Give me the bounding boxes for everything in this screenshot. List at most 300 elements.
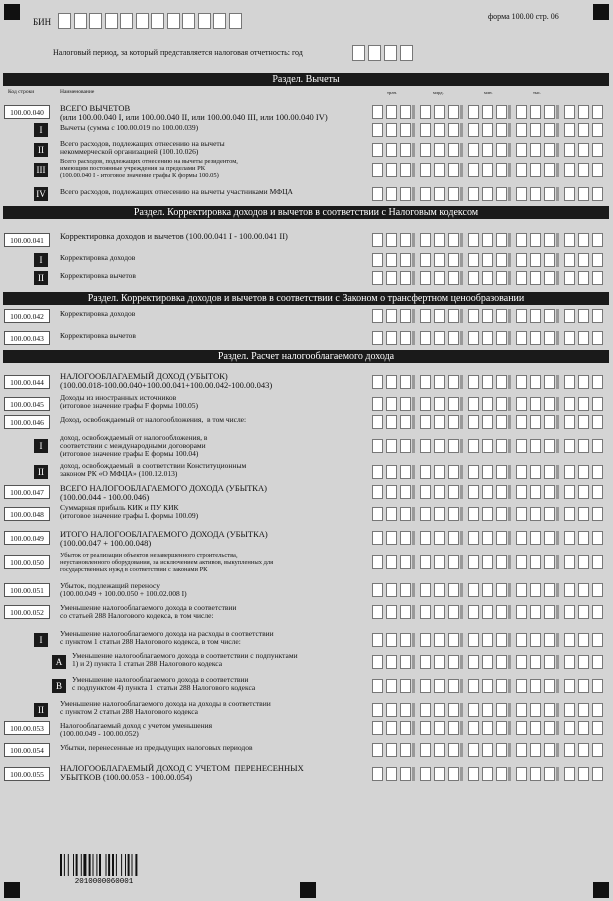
amount-digit-cell[interactable] xyxy=(468,555,479,569)
amount-digit-cell[interactable] xyxy=(530,605,541,619)
amount-digit-cell[interactable] xyxy=(386,397,397,411)
amount-digit-cell[interactable] xyxy=(420,583,431,597)
amount-digit-cell[interactable] xyxy=(386,331,397,345)
amount-digit-cell[interactable] xyxy=(516,633,527,647)
amount-digit-cell[interactable] xyxy=(516,605,527,619)
amount-digit-cell[interactable] xyxy=(530,233,541,247)
amount-digit-cell[interactable] xyxy=(420,233,431,247)
amount-digit-cell[interactable] xyxy=(448,439,459,453)
amount-digit-cell[interactable] xyxy=(468,123,479,137)
amount-digit-cell[interactable] xyxy=(564,233,575,247)
amount-digit-cell[interactable] xyxy=(372,767,383,781)
amount-digit-cell[interactable] xyxy=(448,253,459,267)
amount-digit-cell[interactable] xyxy=(372,187,383,201)
amount-digit-cell[interactable] xyxy=(468,439,479,453)
amount-digit-cell[interactable] xyxy=(592,439,603,453)
amount-digit-cell[interactable] xyxy=(496,605,507,619)
amount-digit-cell[interactable] xyxy=(468,485,479,499)
amount-digit-cell[interactable] xyxy=(386,375,397,389)
amount-digit-cell[interactable] xyxy=(544,143,555,157)
amount-digit-cell[interactable] xyxy=(544,743,555,757)
amount-digit-cell[interactable] xyxy=(400,331,411,345)
amount-digit-cell[interactable] xyxy=(592,253,603,267)
amount-digit-cell[interactable] xyxy=(400,743,411,757)
amount-digit-cell[interactable] xyxy=(496,767,507,781)
amount-digit-cell[interactable] xyxy=(482,163,493,177)
amount-digit-cell[interactable] xyxy=(578,703,589,717)
amount-digit-cell[interactable] xyxy=(400,507,411,521)
amount-digit-cell[interactable] xyxy=(400,655,411,669)
amount-digit-cell[interactable] xyxy=(578,485,589,499)
amount-digit-cell[interactable] xyxy=(496,531,507,545)
amount-digit-cell[interactable] xyxy=(530,439,541,453)
amount-digit-cell[interactable] xyxy=(496,555,507,569)
amount-digit-cell[interactable] xyxy=(434,465,445,479)
amount-digit-cell[interactable] xyxy=(530,105,541,119)
amount-digit-cell[interactable] xyxy=(516,703,527,717)
amount-digit-cell[interactable] xyxy=(530,415,541,429)
amount-digit-cell[interactable] xyxy=(496,655,507,669)
year-digit-cell[interactable] xyxy=(368,45,381,61)
amount-digit-cell[interactable] xyxy=(544,679,555,693)
amount-digit-cell[interactable] xyxy=(564,375,575,389)
amount-digit-cell[interactable] xyxy=(578,605,589,619)
amount-digit-cell[interactable] xyxy=(468,415,479,429)
amount-digit-cell[interactable] xyxy=(400,465,411,479)
amount-digit-cell[interactable] xyxy=(544,633,555,647)
amount-digit-cell[interactable] xyxy=(448,485,459,499)
amount-digit-cell[interactable] xyxy=(496,583,507,597)
amount-digit-cell[interactable] xyxy=(434,743,445,757)
amount-digit-cell[interactable] xyxy=(592,271,603,285)
amount-digit-cell[interactable] xyxy=(468,679,479,693)
amount-digit-cell[interactable] xyxy=(516,271,527,285)
amount-digit-cell[interactable] xyxy=(468,143,479,157)
amount-digit-cell[interactable] xyxy=(386,485,397,499)
amount-digit-cell[interactable] xyxy=(434,703,445,717)
amount-digit-cell[interactable] xyxy=(592,605,603,619)
amount-digit-cell[interactable] xyxy=(400,187,411,201)
amount-digit-cell[interactable] xyxy=(468,253,479,267)
amount-digit-cell[interactable] xyxy=(516,767,527,781)
amount-digit-cell[interactable] xyxy=(592,415,603,429)
amount-digit-cell[interactable] xyxy=(420,555,431,569)
amount-digit-cell[interactable] xyxy=(386,721,397,735)
amount-digit-cell[interactable] xyxy=(420,485,431,499)
amount-digit-cell[interactable] xyxy=(530,703,541,717)
amount-digit-cell[interactable] xyxy=(482,721,493,735)
amount-digit-cell[interactable] xyxy=(516,465,527,479)
amount-digit-cell[interactable] xyxy=(496,233,507,247)
amount-digit-cell[interactable] xyxy=(468,531,479,545)
amount-digit-cell[interactable] xyxy=(434,123,445,137)
amount-digit-cell[interactable] xyxy=(592,465,603,479)
amount-digit-cell[interactable] xyxy=(482,465,493,479)
amount-digit-cell[interactable] xyxy=(482,507,493,521)
amount-digit-cell[interactable] xyxy=(372,555,383,569)
amount-digit-cell[interactable] xyxy=(400,439,411,453)
amount-digit-cell[interactable] xyxy=(434,331,445,345)
amount-digit-cell[interactable] xyxy=(386,253,397,267)
amount-digit-cell[interactable] xyxy=(516,233,527,247)
amount-digit-cell[interactable] xyxy=(482,123,493,137)
amount-digit-cell[interactable] xyxy=(564,743,575,757)
amount-digit-cell[interactable] xyxy=(372,655,383,669)
amount-digit-cell[interactable] xyxy=(530,633,541,647)
amount-digit-cell[interactable] xyxy=(544,309,555,323)
amount-digit-cell[interactable] xyxy=(496,253,507,267)
amount-digit-cell[interactable] xyxy=(482,703,493,717)
amount-digit-cell[interactable] xyxy=(420,655,431,669)
amount-digit-cell[interactable] xyxy=(592,721,603,735)
amount-digit-cell[interactable] xyxy=(448,605,459,619)
amount-digit-cell[interactable] xyxy=(496,485,507,499)
amount-digit-cell[interactable] xyxy=(496,743,507,757)
amount-digit-cell[interactable] xyxy=(482,633,493,647)
amount-digit-cell[interactable] xyxy=(420,397,431,411)
amount-digit-cell[interactable] xyxy=(516,679,527,693)
amount-digit-cell[interactable] xyxy=(578,143,589,157)
amount-digit-cell[interactable] xyxy=(578,233,589,247)
amount-digit-cell[interactable] xyxy=(516,507,527,521)
amount-digit-cell[interactable] xyxy=(592,309,603,323)
amount-digit-cell[interactable] xyxy=(420,743,431,757)
amount-digit-cell[interactable] xyxy=(482,555,493,569)
amount-digit-cell[interactable] xyxy=(544,187,555,201)
amount-digit-cell[interactable] xyxy=(400,767,411,781)
amount-digit-cell[interactable] xyxy=(516,439,527,453)
bin-digit-cell[interactable] xyxy=(136,13,149,29)
amount-digit-cell[interactable] xyxy=(578,253,589,267)
amount-digit-cell[interactable] xyxy=(578,655,589,669)
amount-digit-cell[interactable] xyxy=(578,375,589,389)
amount-digit-cell[interactable] xyxy=(530,485,541,499)
amount-digit-cell[interactable] xyxy=(578,415,589,429)
amount-digit-cell[interactable] xyxy=(530,253,541,267)
amount-digit-cell[interactable] xyxy=(468,605,479,619)
amount-digit-cell[interactable] xyxy=(468,743,479,757)
amount-digit-cell[interactable] xyxy=(400,123,411,137)
amount-digit-cell[interactable] xyxy=(420,721,431,735)
amount-digit-cell[interactable] xyxy=(482,439,493,453)
amount-digit-cell[interactable] xyxy=(400,309,411,323)
amount-digit-cell[interactable] xyxy=(564,605,575,619)
amount-digit-cell[interactable] xyxy=(420,375,431,389)
amount-digit-cell[interactable] xyxy=(434,655,445,669)
amount-digit-cell[interactable] xyxy=(372,531,383,545)
amount-digit-cell[interactable] xyxy=(516,721,527,735)
amount-digit-cell[interactable] xyxy=(496,187,507,201)
amount-digit-cell[interactable] xyxy=(564,531,575,545)
amount-digit-cell[interactable] xyxy=(544,485,555,499)
amount-digit-cell[interactable] xyxy=(386,703,397,717)
amount-digit-cell[interactable] xyxy=(544,123,555,137)
amount-digit-cell[interactable] xyxy=(372,721,383,735)
amount-digit-cell[interactable] xyxy=(530,555,541,569)
amount-digit-cell[interactable] xyxy=(448,679,459,693)
amount-digit-cell[interactable] xyxy=(564,143,575,157)
amount-digit-cell[interactable] xyxy=(468,105,479,119)
amount-digit-cell[interactable] xyxy=(386,415,397,429)
amount-digit-cell[interactable] xyxy=(386,555,397,569)
amount-digit-cell[interactable] xyxy=(564,309,575,323)
amount-digit-cell[interactable] xyxy=(482,605,493,619)
amount-digit-cell[interactable] xyxy=(578,555,589,569)
amount-digit-cell[interactable] xyxy=(544,105,555,119)
amount-digit-cell[interactable] xyxy=(516,485,527,499)
amount-digit-cell[interactable] xyxy=(482,253,493,267)
amount-digit-cell[interactable] xyxy=(592,583,603,597)
amount-digit-cell[interactable] xyxy=(544,397,555,411)
amount-digit-cell[interactable] xyxy=(400,531,411,545)
amount-digit-cell[interactable] xyxy=(386,233,397,247)
amount-digit-cell[interactable] xyxy=(544,721,555,735)
amount-digit-cell[interactable] xyxy=(496,397,507,411)
amount-digit-cell[interactable] xyxy=(386,531,397,545)
amount-digit-cell[interactable] xyxy=(564,633,575,647)
amount-digit-cell[interactable] xyxy=(420,439,431,453)
amount-digit-cell[interactable] xyxy=(448,143,459,157)
amount-digit-cell[interactable] xyxy=(564,583,575,597)
amount-digit-cell[interactable] xyxy=(530,679,541,693)
amount-digit-cell[interactable] xyxy=(420,703,431,717)
amount-digit-cell[interactable] xyxy=(578,439,589,453)
amount-digit-cell[interactable] xyxy=(592,187,603,201)
amount-digit-cell[interactable] xyxy=(448,187,459,201)
amount-digit-cell[interactable] xyxy=(592,703,603,717)
amount-digit-cell[interactable] xyxy=(420,415,431,429)
amount-digit-cell[interactable] xyxy=(386,309,397,323)
amount-digit-cell[interactable] xyxy=(516,331,527,345)
amount-digit-cell[interactable] xyxy=(530,583,541,597)
amount-digit-cell[interactable] xyxy=(420,187,431,201)
amount-digit-cell[interactable] xyxy=(434,163,445,177)
bin-digit-cell[interactable] xyxy=(198,13,211,29)
amount-digit-cell[interactable] xyxy=(544,163,555,177)
amount-digit-cell[interactable] xyxy=(448,555,459,569)
amount-digit-cell[interactable] xyxy=(564,271,575,285)
amount-digit-cell[interactable] xyxy=(386,743,397,757)
amount-digit-cell[interactable] xyxy=(372,163,383,177)
amount-digit-cell[interactable] xyxy=(420,331,431,345)
amount-digit-cell[interactable] xyxy=(530,163,541,177)
amount-digit-cell[interactable] xyxy=(448,331,459,345)
amount-digit-cell[interactable] xyxy=(592,743,603,757)
amount-digit-cell[interactable] xyxy=(420,163,431,177)
amount-digit-cell[interactable] xyxy=(434,555,445,569)
amount-digit-cell[interactable] xyxy=(482,679,493,693)
amount-digit-cell[interactable] xyxy=(434,271,445,285)
amount-digit-cell[interactable] xyxy=(434,507,445,521)
amount-digit-cell[interactable] xyxy=(468,397,479,411)
amount-digit-cell[interactable] xyxy=(372,253,383,267)
amount-digit-cell[interactable] xyxy=(448,375,459,389)
amount-digit-cell[interactable] xyxy=(400,163,411,177)
amount-digit-cell[interactable] xyxy=(544,703,555,717)
amount-digit-cell[interactable] xyxy=(530,465,541,479)
amount-digit-cell[interactable] xyxy=(530,309,541,323)
amount-digit-cell[interactable] xyxy=(496,375,507,389)
amount-digit-cell[interactable] xyxy=(482,485,493,499)
amount-digit-cell[interactable] xyxy=(400,605,411,619)
amount-digit-cell[interactable] xyxy=(482,531,493,545)
amount-digit-cell[interactable] xyxy=(400,721,411,735)
amount-digit-cell[interactable] xyxy=(386,767,397,781)
amount-digit-cell[interactable] xyxy=(496,703,507,717)
amount-digit-cell[interactable] xyxy=(578,767,589,781)
amount-digit-cell[interactable] xyxy=(400,485,411,499)
amount-digit-cell[interactable] xyxy=(372,583,383,597)
amount-digit-cell[interactable] xyxy=(468,465,479,479)
amount-digit-cell[interactable] xyxy=(372,439,383,453)
amount-digit-cell[interactable] xyxy=(386,123,397,137)
amount-digit-cell[interactable] xyxy=(448,767,459,781)
amount-digit-cell[interactable] xyxy=(448,531,459,545)
amount-digit-cell[interactable] xyxy=(564,655,575,669)
amount-digit-cell[interactable] xyxy=(496,633,507,647)
amount-digit-cell[interactable] xyxy=(544,271,555,285)
amount-digit-cell[interactable] xyxy=(420,253,431,267)
amount-digit-cell[interactable] xyxy=(592,163,603,177)
amount-digit-cell[interactable] xyxy=(516,253,527,267)
amount-digit-cell[interactable] xyxy=(516,187,527,201)
amount-digit-cell[interactable] xyxy=(516,163,527,177)
amount-digit-cell[interactable] xyxy=(400,703,411,717)
amount-digit-cell[interactable] xyxy=(434,767,445,781)
amount-digit-cell[interactable] xyxy=(516,531,527,545)
amount-digit-cell[interactable] xyxy=(372,605,383,619)
amount-digit-cell[interactable] xyxy=(496,271,507,285)
amount-digit-cell[interactable] xyxy=(434,253,445,267)
amount-digit-cell[interactable] xyxy=(564,439,575,453)
amount-digit-cell[interactable] xyxy=(434,415,445,429)
amount-digit-cell[interactable] xyxy=(468,271,479,285)
amount-digit-cell[interactable] xyxy=(434,485,445,499)
amount-digit-cell[interactable] xyxy=(434,633,445,647)
amount-digit-cell[interactable] xyxy=(482,309,493,323)
amount-digit-cell[interactable] xyxy=(372,633,383,647)
amount-digit-cell[interactable] xyxy=(386,465,397,479)
amount-digit-cell[interactable] xyxy=(544,253,555,267)
amount-digit-cell[interactable] xyxy=(448,743,459,757)
amount-digit-cell[interactable] xyxy=(530,375,541,389)
amount-digit-cell[interactable] xyxy=(482,397,493,411)
amount-digit-cell[interactable] xyxy=(420,143,431,157)
amount-digit-cell[interactable] xyxy=(564,123,575,137)
amount-digit-cell[interactable] xyxy=(564,679,575,693)
amount-digit-cell[interactable] xyxy=(496,507,507,521)
amount-digit-cell[interactable] xyxy=(578,465,589,479)
year-digit-cell[interactable] xyxy=(400,45,413,61)
amount-digit-cell[interactable] xyxy=(544,605,555,619)
amount-digit-cell[interactable] xyxy=(530,507,541,521)
amount-digit-cell[interactable] xyxy=(564,555,575,569)
amount-digit-cell[interactable] xyxy=(544,655,555,669)
amount-digit-cell[interactable] xyxy=(530,767,541,781)
amount-digit-cell[interactable] xyxy=(400,375,411,389)
amount-digit-cell[interactable] xyxy=(448,465,459,479)
bin-digit-cell[interactable] xyxy=(120,13,133,29)
amount-digit-cell[interactable] xyxy=(448,233,459,247)
amount-digit-cell[interactable] xyxy=(434,531,445,545)
amount-digit-cell[interactable] xyxy=(468,163,479,177)
amount-digit-cell[interactable] xyxy=(530,331,541,345)
amount-digit-cell[interactable] xyxy=(530,143,541,157)
amount-digit-cell[interactable] xyxy=(420,531,431,545)
amount-digit-cell[interactable] xyxy=(386,163,397,177)
amount-digit-cell[interactable] xyxy=(592,143,603,157)
amount-digit-cell[interactable] xyxy=(468,703,479,717)
amount-digit-cell[interactable] xyxy=(516,309,527,323)
amount-digit-cell[interactable] xyxy=(544,415,555,429)
amount-digit-cell[interactable] xyxy=(564,253,575,267)
amount-digit-cell[interactable] xyxy=(448,415,459,429)
amount-digit-cell[interactable] xyxy=(448,703,459,717)
amount-digit-cell[interactable] xyxy=(434,605,445,619)
amount-digit-cell[interactable] xyxy=(400,397,411,411)
amount-digit-cell[interactable] xyxy=(420,123,431,137)
amount-digit-cell[interactable] xyxy=(544,767,555,781)
amount-digit-cell[interactable] xyxy=(420,309,431,323)
amount-digit-cell[interactable] xyxy=(578,531,589,545)
amount-digit-cell[interactable] xyxy=(372,485,383,499)
amount-digit-cell[interactable] xyxy=(564,703,575,717)
amount-digit-cell[interactable] xyxy=(496,331,507,345)
amount-digit-cell[interactable] xyxy=(400,583,411,597)
amount-digit-cell[interactable] xyxy=(386,679,397,693)
bin-digit-cell[interactable] xyxy=(229,13,242,29)
amount-digit-cell[interactable] xyxy=(372,143,383,157)
amount-digit-cell[interactable] xyxy=(434,721,445,735)
amount-digit-cell[interactable] xyxy=(544,375,555,389)
amount-digit-cell[interactable] xyxy=(372,415,383,429)
amount-digit-cell[interactable] xyxy=(372,397,383,411)
amount-digit-cell[interactable] xyxy=(530,743,541,757)
amount-digit-cell[interactable] xyxy=(592,105,603,119)
amount-digit-cell[interactable] xyxy=(448,397,459,411)
amount-digit-cell[interactable] xyxy=(544,465,555,479)
amount-digit-cell[interactable] xyxy=(386,583,397,597)
amount-digit-cell[interactable] xyxy=(516,655,527,669)
amount-digit-cell[interactable] xyxy=(482,143,493,157)
amount-digit-cell[interactable] xyxy=(386,439,397,453)
amount-digit-cell[interactable] xyxy=(448,655,459,669)
amount-digit-cell[interactable] xyxy=(578,679,589,693)
amount-digit-cell[interactable] xyxy=(434,439,445,453)
amount-digit-cell[interactable] xyxy=(530,655,541,669)
amount-digit-cell[interactable] xyxy=(468,309,479,323)
amount-digit-cell[interactable] xyxy=(372,743,383,757)
amount-digit-cell[interactable] xyxy=(468,767,479,781)
amount-digit-cell[interactable] xyxy=(482,655,493,669)
amount-digit-cell[interactable] xyxy=(434,679,445,693)
amount-digit-cell[interactable] xyxy=(496,105,507,119)
amount-digit-cell[interactable] xyxy=(372,465,383,479)
amount-digit-cell[interactable] xyxy=(468,633,479,647)
amount-digit-cell[interactable] xyxy=(578,633,589,647)
amount-digit-cell[interactable] xyxy=(578,309,589,323)
amount-digit-cell[interactable] xyxy=(400,555,411,569)
amount-digit-cell[interactable] xyxy=(482,331,493,345)
amount-digit-cell[interactable] xyxy=(496,465,507,479)
amount-digit-cell[interactable] xyxy=(592,679,603,693)
amount-digit-cell[interactable] xyxy=(592,485,603,499)
amount-digit-cell[interactable] xyxy=(496,721,507,735)
amount-digit-cell[interactable] xyxy=(420,465,431,479)
amount-digit-cell[interactable] xyxy=(516,583,527,597)
amount-digit-cell[interactable] xyxy=(564,415,575,429)
amount-digit-cell[interactable] xyxy=(592,767,603,781)
